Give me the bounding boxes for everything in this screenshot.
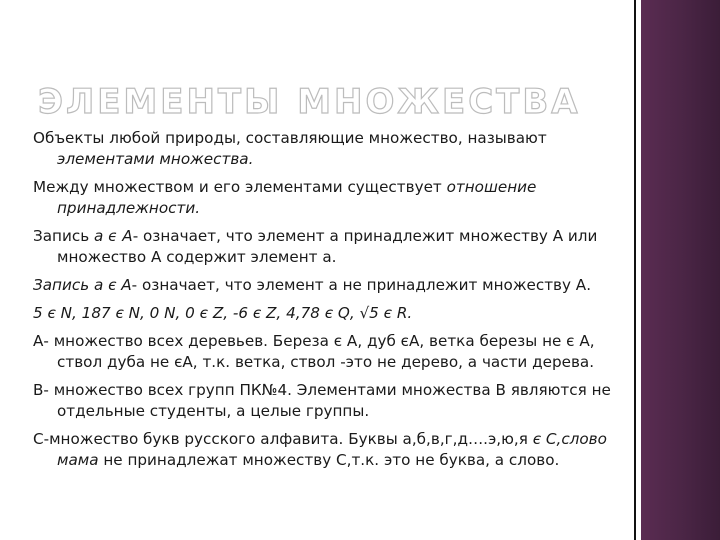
text-run-italic: а ϵ А	[93, 227, 133, 245]
text-run: Объекты любой природы, составляющие множество, называют	[33, 129, 547, 147]
paragraph	[33, 303, 641, 324]
text-run-italic: є С,слово мама	[57, 430, 607, 469]
text-run-italic: элементами множества.	[57, 150, 254, 168]
text-run: - означает, что элемент а не принадлежит множеству А.	[131, 276, 592, 294]
text-run-italic: отношение принадлежности.	[57, 178, 537, 217]
paragraph	[33, 429, 641, 471]
text-run: А- множество всех деревьев. Береза є А, дуб єА, ветка березы не є А, ствол дуба не єА, т.к. ветка, ствол -это не дерево, а части дерева.	[33, 332, 595, 371]
text-run-italic: Запись а є А	[33, 276, 132, 294]
text-run: Между множеством и его элементами существует	[33, 178, 447, 196]
text-run: Запись	[33, 227, 94, 245]
text-run: С-множество букв русского алфавита. Буквы а,б,в,г,д….э,ю,я	[33, 430, 533, 448]
text-run: В- множество всех групп ПК№4. Элементами множества В являются не отдельные студенты, а целые группы.	[33, 381, 611, 420]
paragraph	[33, 226, 641, 268]
slide-body	[33, 128, 641, 478]
paragraph	[33, 275, 641, 296]
text-run: не принадлежат множеству С,т.к. это не буква, а слово.	[98, 451, 560, 469]
paragraph	[33, 128, 641, 170]
paragraph	[33, 177, 641, 219]
paragraph	[33, 331, 641, 373]
text-run-italic: 5 є N, 187 є N, 0 N, 0 є Z, -6 є Z, 4,78 є Q, √5 є R.	[33, 304, 413, 322]
decorative-sidebar	[641, 0, 720, 540]
text-run: - означает, что элемент а принадлежит множеству А или множество А содержит элемент а.	[57, 227, 598, 266]
paragraph	[33, 380, 641, 422]
slide-title: ЭЛЕМЕНТЫ МНОЖЕСТВА	[38, 82, 581, 122]
